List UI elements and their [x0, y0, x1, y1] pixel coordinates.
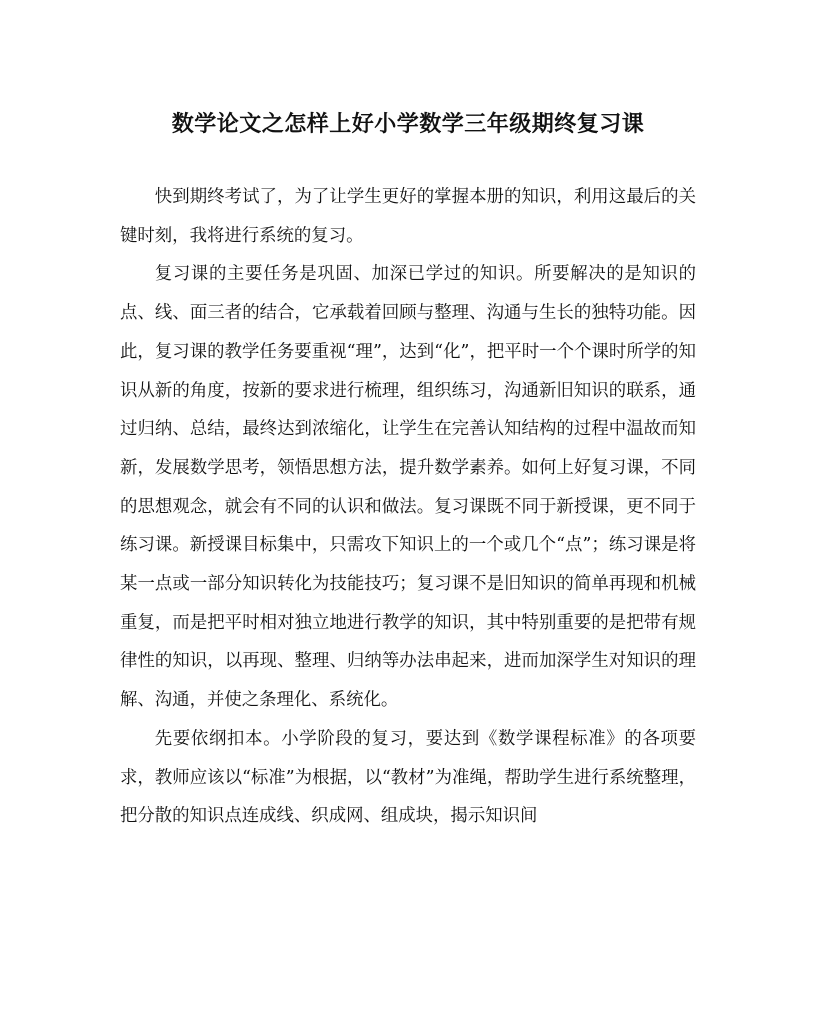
document-body: [120, 178, 696, 836]
document-title: 数学论文之怎样上好小学数学三年级期终复习课: [171, 111, 645, 137]
paragraph-3: 先要依纲扣本。小学阶段的复习，要达到《数学课程标准》的各项要求，教师应该以“标准”为根据，以“教材”为准绳，帮助学生进行系统整理，把分散的知识点连成线、织成网、组成块，揭示知识间: [120, 728, 696, 827]
paragraph-2: 复习课的主要任务是巩固、加深已学过的知识。所要解决的是知识的点、线、面三者的结合，它承载着回顾与整理、沟通与生长的独特功能。因此，复习课的教学任务要重视“理”，达到“化”，把平时一个个课时所学的知识从新的角度，按新的要求进行梳理，组织练习，沟通新旧知识的联系，通过归纳、总结，最终达到浓缩化，让学生在完善认知结构的过程中温故而知新，发展数学思考，领悟思想方法，提升数学素养。如何上好复习课，不同的思想观念，就会有不同的认识和做法。复习课既不同于新授课，更不同于练习课。新授课目标集中，只需攻下知识上的一个或几个“点”；练习课是将某一点或一部分知识转化为技能技巧；复习课不是旧知识的简单再现和机械重复，而是把平时相对独立地进行教学的知识，其中特别重要的是把带有规律性的知识，以再现、整理、归纳等办法串起来，进而加深学生对知识的理解、沟通，并使之条理化、系统化。: [120, 264, 696, 711]
paragraph-1: 快到期终考试了，为了让学生更好的掌握本册的知识，利用这最后的关键时刻，我将进行系统的复习。: [120, 187, 696, 246]
